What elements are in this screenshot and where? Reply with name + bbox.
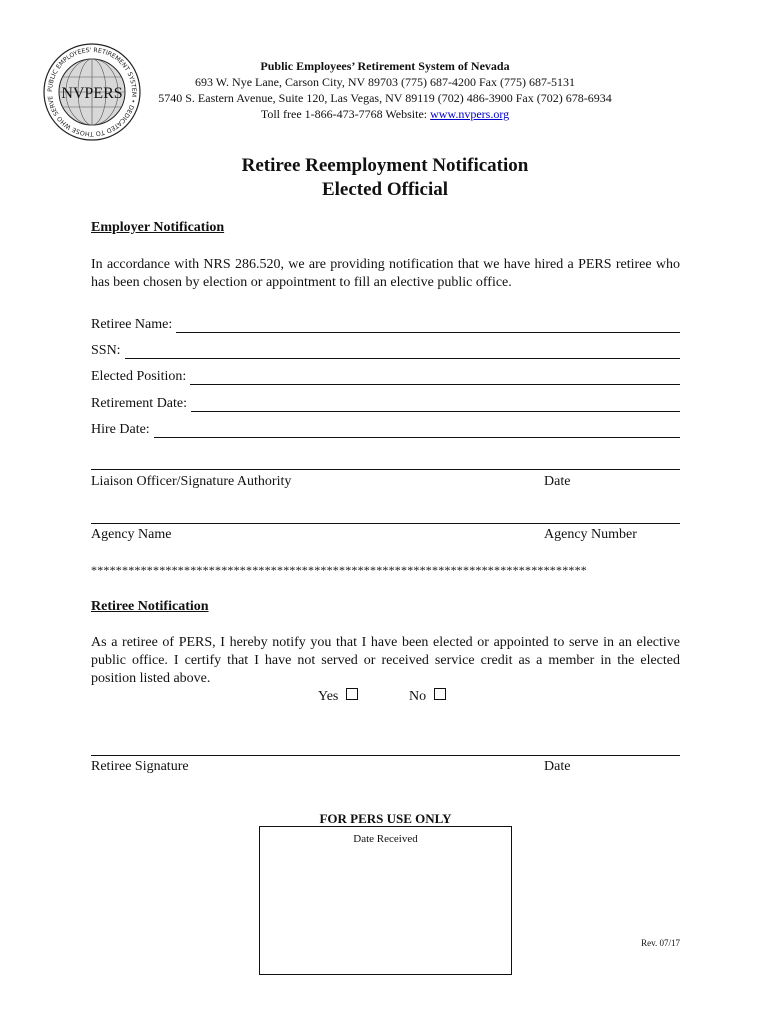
tollfree-text: Toll free 1-866-473-7768 Website: — [260, 107, 431, 121]
employer-heading: Employer Notification — [91, 220, 225, 235]
retiree-paragraph: As a retiree of PERS, I hereby notify you that I have been elected or appointed to serve in an elective public office. I certify that I have not served or received service credit as a member in the elected position listed above. — [91, 635, 680, 686]
yes-option[interactable] — [318, 688, 358, 705]
ssn-field — [91, 341, 680, 359]
hire-date-label: Hire Date: — [91, 422, 150, 437]
employer-paragraph: In accordance with NRS 286.520, we are providing notification that we have hired a PERS retiree who has been chosen by election or appointment to fill an elective public office. — [91, 257, 680, 290]
nvpers-logo — [42, 42, 142, 142]
logo-text: NVPERS — [61, 85, 123, 102]
pers-use-box — [259, 826, 512, 975]
liaison-signature-line[interactable] — [91, 469, 680, 470]
address-carson-city: 693 W. Nye Lane, Carson City, NV 89703 (775) 687-4200 Fax (775) 687-5131 — [195, 75, 575, 89]
elected-position-field — [91, 367, 680, 385]
logo-ring-text: PUBLIC EMPLOYEES' RETIREMENT SYSTEM • DEDICATED TO THOSE WHO SERVE — [46, 46, 138, 138]
elected-position-label: Elected Position: — [91, 369, 187, 384]
yes-checkbox[interactable] — [346, 688, 358, 700]
section-separator: ******************************************************************************** — [91, 563, 587, 577]
agency-number-label: Agency Number — [544, 527, 637, 542]
org-name: Public Employees’ Retirement System of Nevada — [260, 59, 510, 73]
no-checkbox[interactable] — [434, 688, 446, 700]
no-option[interactable] — [409, 688, 446, 705]
agency-name-label: Agency Name — [91, 527, 172, 542]
elected-position-input[interactable] — [190, 370, 680, 385]
retiree-name-field — [91, 315, 680, 333]
hire-date-input[interactable] — [154, 423, 680, 438]
ssn-label: SSN: — [91, 343, 121, 358]
retiree-date-label: Date — [544, 759, 571, 774]
retiree-name-label: Retiree Name: — [91, 317, 173, 332]
retirement-date-label: Retirement Date: — [91, 396, 188, 411]
retirement-date-input[interactable] — [191, 397, 680, 412]
form-title: Retiree Reemployment Notification — [241, 155, 529, 176]
liaison-signature-label: Liaison Officer/Signature Authority — [91, 474, 292, 489]
retiree-signature-line[interactable] — [91, 755, 680, 756]
agency-line[interactable] — [91, 523, 680, 524]
yes-label: Yes — [318, 689, 339, 704]
retirement-date-field — [91, 394, 680, 412]
revision-label: Rev. 07/17 — [641, 938, 680, 948]
tollfree-line — [150, 106, 620, 122]
website-link[interactable]: www.nvpers.org — [430, 107, 510, 121]
date-received-label: Date Received — [353, 833, 418, 845]
pers-use-title: FOR PERS USE ONLY — [319, 811, 452, 826]
hire-date-field — [91, 420, 680, 438]
liaison-date-label: Date — [544, 474, 571, 489]
no-label: No — [409, 689, 427, 704]
address-las-vegas: 5740 S. Eastern Avenue, Suite 120, Las Vegas, NV 89119 (702) 486-3900 Fax (702) 678-6934 — [158, 91, 612, 105]
retiree-signature-label: Retiree Signature — [91, 759, 189, 774]
retiree-name-input[interactable] — [176, 318, 680, 333]
retiree-heading: Retiree Notification — [91, 599, 209, 614]
form-subtitle: Elected Official — [321, 179, 449, 200]
ssn-input[interactable] — [125, 344, 680, 359]
